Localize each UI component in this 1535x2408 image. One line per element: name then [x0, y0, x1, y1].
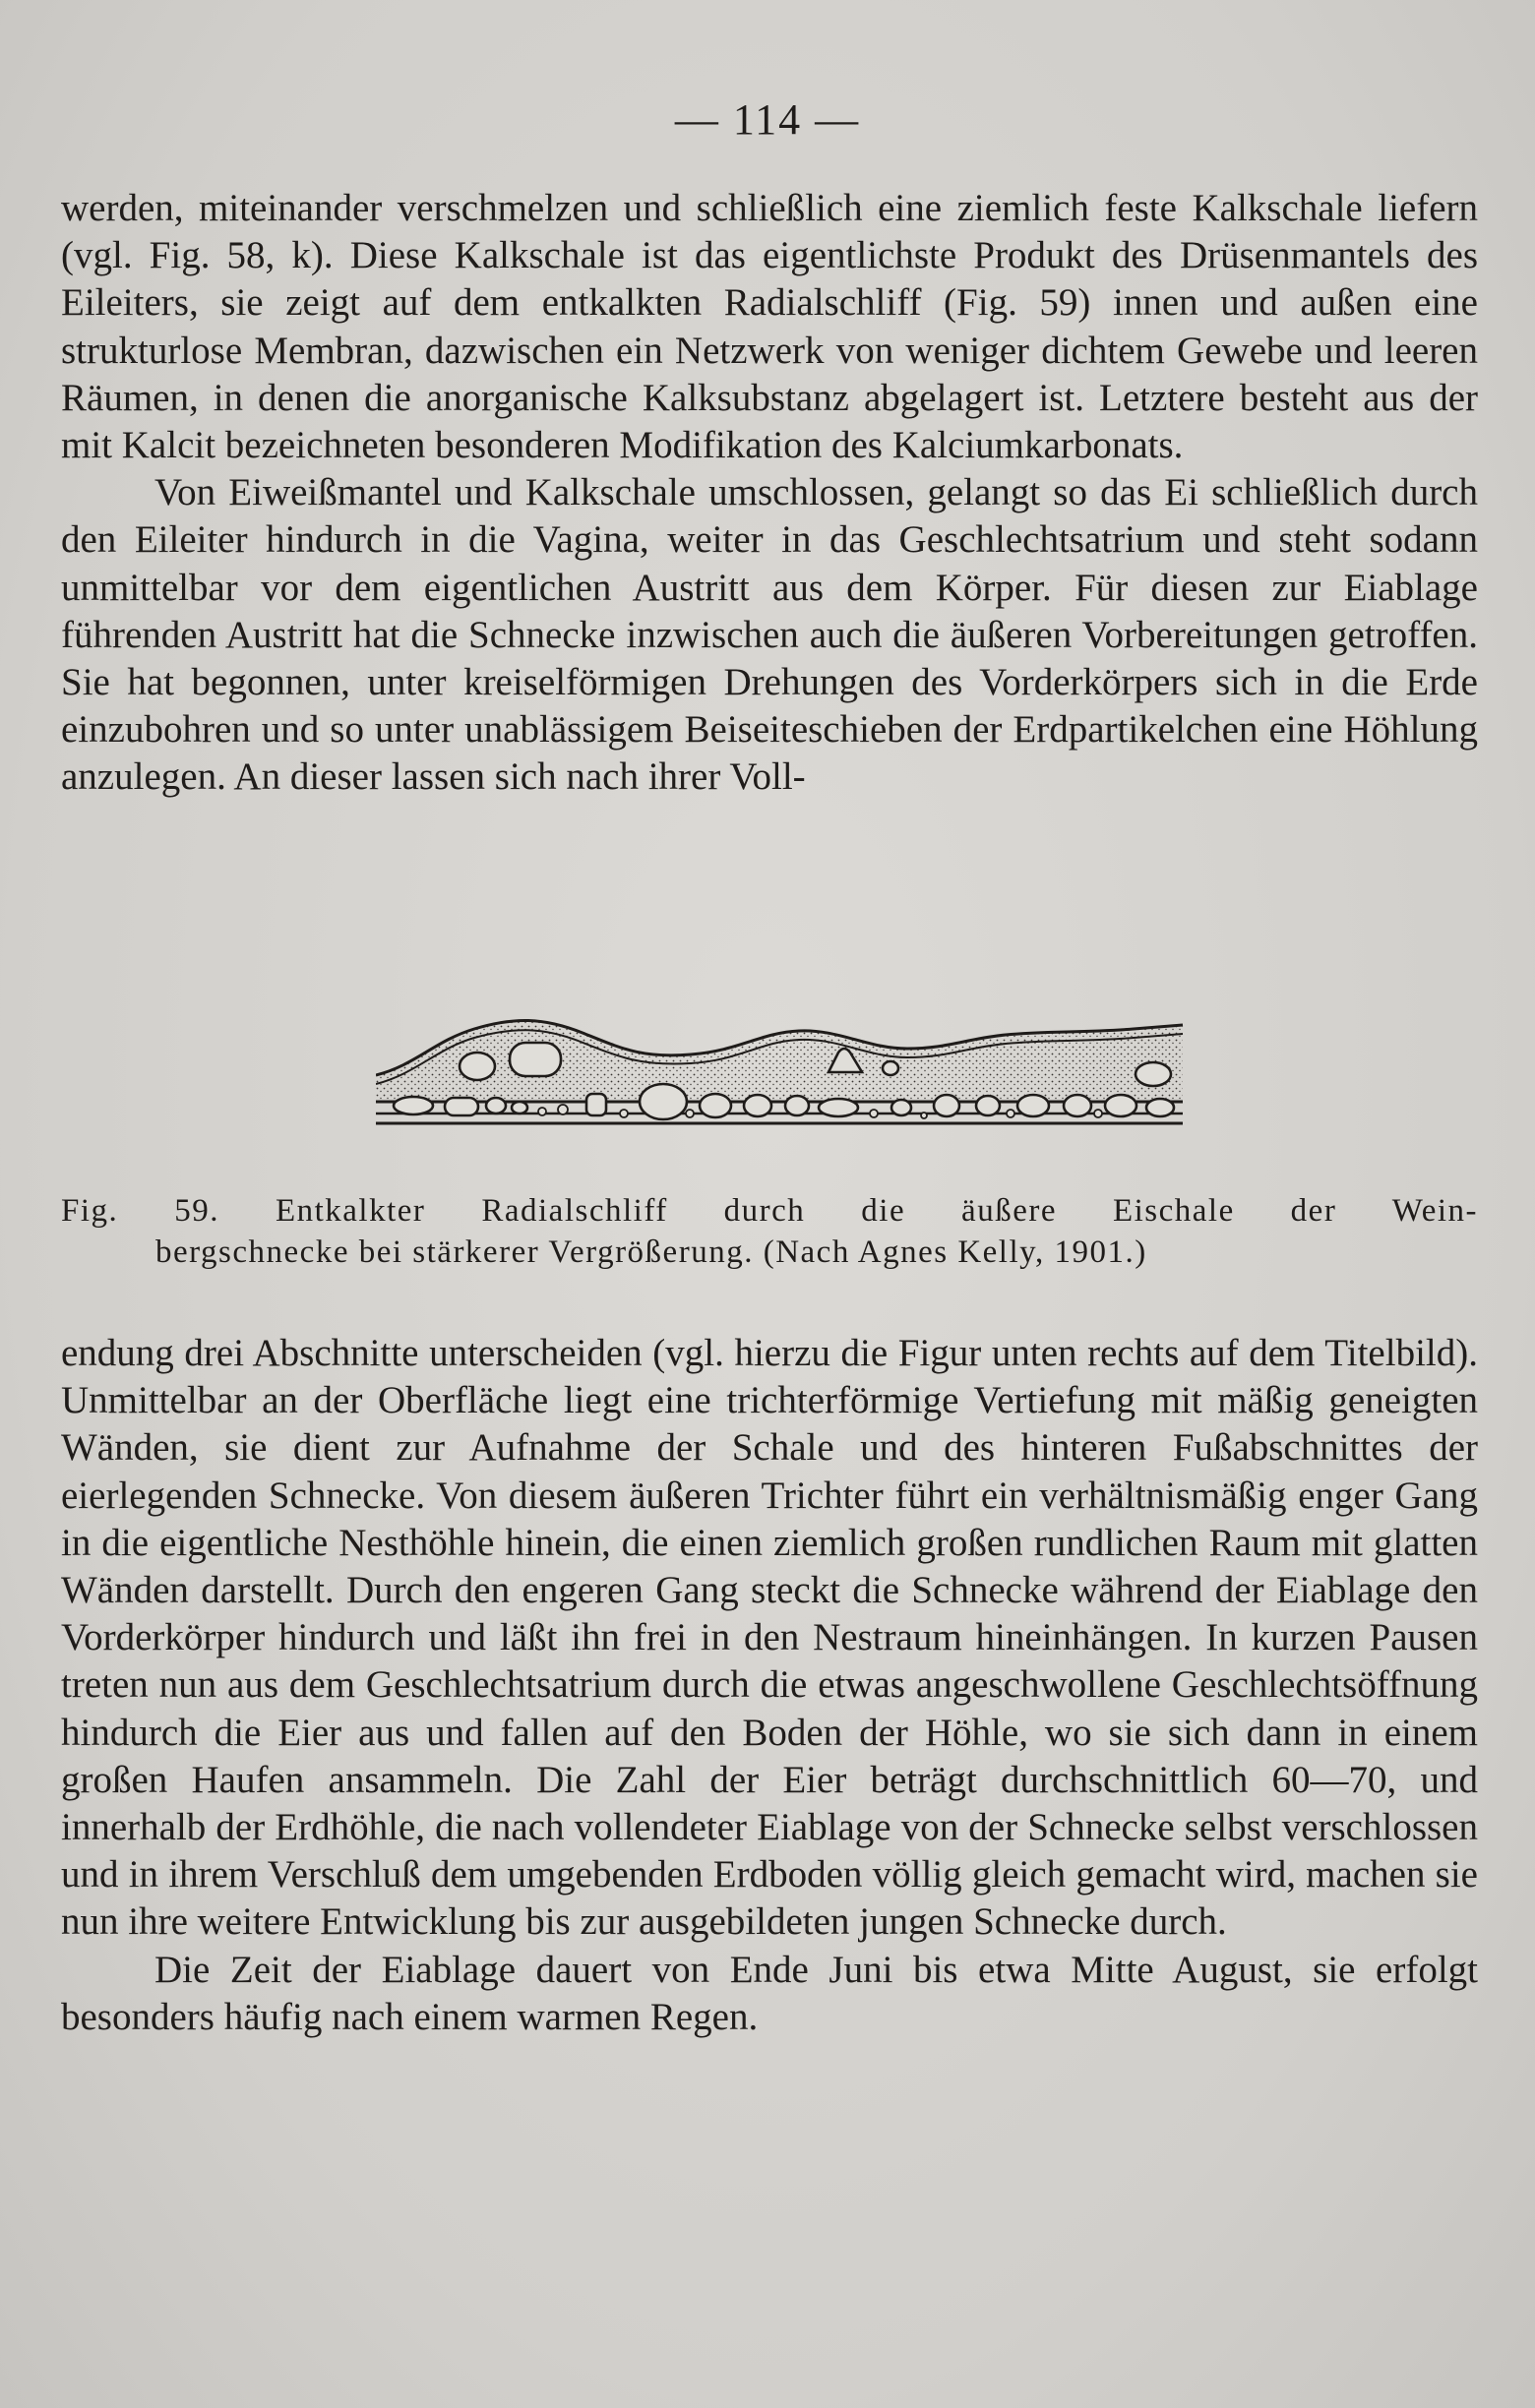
cavity: [512, 1102, 527, 1114]
paragraph: endung drei Abschnitte unterscheiden (vgl. hierzu die Figur unten rechts auf dem Titelbild). Unmittelbar an der Oberfläche liegt eine trichterförmige Vertiefung mit mäßig geneigten Wänden, sie dient zur Aufnahme der Schale und des hinteren Fußabschnittes der eierlegenden Schnecke. Von diesem äußeren Trichter führt ein verhältnismäßig enger Gang in die eigentliche Nesthöhle hinein, die einen ziemlich großen rundlichen Raum mit glatten Wänden darstellt. Durch den engeren Gang steckt die Schnecke während der Eiablage den Vorderkörper hindurch und läßt ihn frei in den Nestraum hineinhängen. In kurzen Pausen treten nun aus dem Geschlechtsatrium durch die etwas angeschwollene Geschlechtsöffnung hindurch die Eier aus und fallen auf den Boden der Höhle, wo sie sich dann in einem großen Haufen ansammeln. Die Zahl der Eier beträgt durchschnittlich 60—70, und innerhalb der Erdhöhle, die nach vollendeter Eiablage von der Schnecke selbst verschlossen und in ihrem Verschluß dem umgebenden Erdboden völlig gleich gemacht wird, machen sie nun ihre weitere Entwicklung bis zur ausgebildeten jungen Schnecke durch.: [61, 1332, 1478, 1944]
cavity: [1146, 1099, 1174, 1116]
cavity: [460, 1053, 495, 1080]
cavity: [1136, 1062, 1171, 1086]
small-cavity: [1094, 1110, 1102, 1117]
small-cavity: [686, 1110, 694, 1117]
paragraph: Die Zeit der Eiablage dauert von Ende Juni bis etwa Mitte August, sie erfolgt besonders häufig nach einem warmen Regen.: [61, 1948, 1478, 2038]
cavity: [640, 1084, 687, 1119]
small-cavity: [620, 1110, 628, 1117]
cavity: [1064, 1095, 1091, 1116]
small-cavity: [921, 1113, 927, 1118]
cavity: [934, 1095, 959, 1116]
cavity: [785, 1096, 809, 1115]
small-cavity: [870, 1110, 878, 1117]
cavity: [744, 1095, 771, 1116]
cavity: [586, 1094, 606, 1115]
cavity: [819, 1099, 858, 1116]
cavity: [1017, 1095, 1049, 1116]
small-cavity: [538, 1108, 546, 1115]
paragraph: werden, miteinander verschmelzen und schließlich eine ziemlich feste Kalkschale liefern (vgl. Fig. 58, k). Diese Kalkschale ist das eigentlichste Produkt des Drüsenmantels des Eileiters, sie zeigt auf dem entkalkten Radialschliff (Fig. 59) innen und außen eine strukturlose Membran, dazwischen ein Netzwerk von weniger dichtem Gewebe und leeren Räumen, in denen die anorganische Kalksubstanz abgelagert ist. Letztere besteht aus der mit Kalcit bezeichneten besonderen Modifikation des Kalciumkarbonats.: [61, 187, 1478, 467]
cavity: [445, 1098, 478, 1115]
small-cavity: [558, 1105, 568, 1114]
cavity: [883, 1061, 898, 1075]
small-cavity: [1007, 1110, 1014, 1117]
text-block-lower: [61, 1330, 1478, 2041]
figure-caption: [61, 1190, 1478, 1273]
eggshell-section-figure: [376, 1011, 1187, 1155]
cavity: [700, 1094, 731, 1117]
caption-line: bergschnecke bei stärkerer Vergrößerung. (Nach Agnes Kelly, 1901.): [155, 1234, 1147, 1270]
cavity: [394, 1097, 433, 1114]
caption-line: Fig. 59. Entkalkter Radialschliff durch die äußere Eischale der Wein-: [61, 1193, 1478, 1229]
cavity: [510, 1043, 561, 1076]
cavity: [976, 1096, 1000, 1115]
text-block-upper: [61, 185, 1478, 802]
page-number: — 114 —: [674, 95, 861, 144]
cavity: [891, 1100, 911, 1115]
paragraph: Von Eiweißmantel und Kalkschale umschlossen, gelangt so das Ei schließlich durch den Eileiter hindurch in die Vagina, weiter in das Geschlechtsatrium und steht sodann unmittelbar vor dem eigentlichen Austritt aus dem Körper. Für diesen zur Eiablage führenden Austritt hat die Schnecke inzwischen auch die äußeren Vorbereitungen getroffen. Sie hat begonnen, unter kreiselförmigen Drehungen des Vorderkörpers sich in die Erde einzubohren und so unter unablässigem Beiseiteschieben der Erdpartikelchen eine Höhlung anzulegen. An dieser lassen sich nach ihrer Voll-: [61, 471, 1478, 799]
cavity: [486, 1098, 506, 1114]
cavity: [1105, 1095, 1136, 1116]
